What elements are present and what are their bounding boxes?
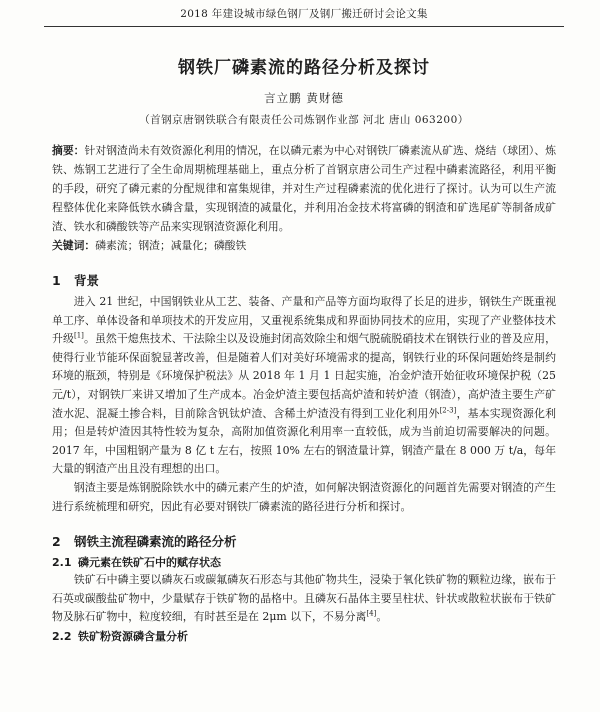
- paragraph-text: 。: [376, 610, 388, 624]
- paper-title: 钢铁厂磷素流的路径分析及探讨: [178, 58, 430, 78]
- running-header: 2018 年建设城市绿色钢厂及钢厂搬迁研讨会论文集: [180, 8, 428, 20]
- subsection-title: 磷元素在铁矿石中的赋存状态: [78, 556, 221, 570]
- section-title: 钢铁主流程磷素流的路径分析: [74, 534, 237, 550]
- keywords-label: 关键词：: [52, 239, 96, 252]
- subsection-title: 铁矿粉资源磷含量分析: [78, 629, 188, 643]
- paragraph: [52, 571, 556, 627]
- paragraph-text: 。虽然干熄焦技术、干法除尘以及设施封闭高效除尘和烟气脱硫脱硝技术在钢铁行业的普及应用，使得行业节能环保面貌显著改善，但是随着人们对美好环境需求的提高，钢铁行业的环保问题始终是制约环境的瓶颈，特别是《环境保护税法》从 2018 年 1 月 1 日起实施，冶金炉渣开始征收环境保护税（25 元/t），对钢铁厂来讲又增加了生产成本。冶金炉渣主要包括高炉渣和转炉渣（钢渣），高炉渣主要生产矿渣水泥、混凝土掺合料，目前除含钒钛炉渣、含稀土炉渣没有得到工业化利用外: [52, 332, 556, 420]
- paragraph-text: 钢渣主要是炼钢脱除铁水中的磷元素产生的炉渣，如何解决钢渣资源化的问题首先需要对钢渣的产生进行系统梳理和研究，因此有必要对钢铁厂磷素流的路径进行分析和探讨。: [52, 480, 556, 513]
- abstract: [52, 141, 556, 236]
- paragraph: [52, 479, 556, 516]
- citation: [2-3]: [439, 405, 457, 414]
- abstract-label: 摘要：: [52, 144, 85, 157]
- section-number: 2: [52, 534, 61, 550]
- subsection-heading: [52, 554, 556, 571]
- citation: [4]: [366, 609, 377, 618]
- section-heading-background: [52, 271, 556, 289]
- section-heading-analysis: [52, 532, 556, 550]
- abstract-text: 针对钢渣尚未有效资源化利用的情况，在以磷元素为中心对钢铁厂磷素流从矿选、烧结（球团）、炼铁、炼钢工艺进行了全生命周期梳理基础上，重点分析了首钢京唐公司生产过程中磷素流路径，利用平衡的手段，研究了磷元素的分配规律和富集规律，并对生产过程磷素流的优化进行了探讨。认为可以生产流程整体优化来降低铁水磷含量，实现钢渣的减量化，并利用冶金技术将富磷的钢渣和矿选尾矿等制备成矿渣、铁水和磷酸铁等产品来实现钢渣资源化利用。: [52, 144, 557, 233]
- subsection-number: 2.1: [52, 556, 72, 570]
- paragraph-text: 进入 21 世纪，中国钢铁业从工艺、装备、产量和产品等方面均取得了长足的进步，钢铁生产既重视单工序、单体设备和单项技术的开发应用，又重视系统集成和界面协同技术的应用，实现了产业整体技术升级: [52, 295, 556, 346]
- keywords: [52, 236, 556, 255]
- paragraph-text: 铁矿石中磷主要以磷灰石或碳氟磷灰石形态与其他矿物共生，浸染于氧化铁矿物的颗粒边缘，嵌布于石英或碳酸盐矿物中，少量赋存于铁矿物的晶格中。且磷灰石晶体主要呈柱状、针状或散粒状嵌布于铁矿物及脉石矿物中，粒度较细，有时甚至是在 2μm 以下，不易分离: [52, 573, 556, 624]
- paragraph-text: ，基本实现资源化利用；但是转炉渣因其特性较为复杂，高附加值资源化利用率一直较低，成为当前迫切需要解决的问题。2017 年，中国粗钢产量为 8 亿 t 左右，按照 10% 左右的钢渣量计算，钢渣产量在 8 000 万 t/a，每年大量的钢渣产出且没有理想的出口。: [52, 406, 556, 476]
- subsection-heading: [52, 628, 556, 645]
- section-title: 背景: [74, 273, 100, 288]
- subsection-number: 2.2: [52, 629, 72, 643]
- authors: 言立鹏 黄财德: [264, 91, 344, 105]
- citation: [1]: [73, 331, 84, 340]
- keywords-text: 磷素流；钢渣；减量化；磷酸铁: [95, 239, 247, 252]
- affiliation: （首钢京唐钢铁联合有限责任公司炼钢作业部 河北 唐山 063200）: [139, 114, 469, 126]
- header-rule: [44, 26, 564, 27]
- section-number: 1: [52, 273, 61, 288]
- paragraph: [52, 293, 556, 479]
